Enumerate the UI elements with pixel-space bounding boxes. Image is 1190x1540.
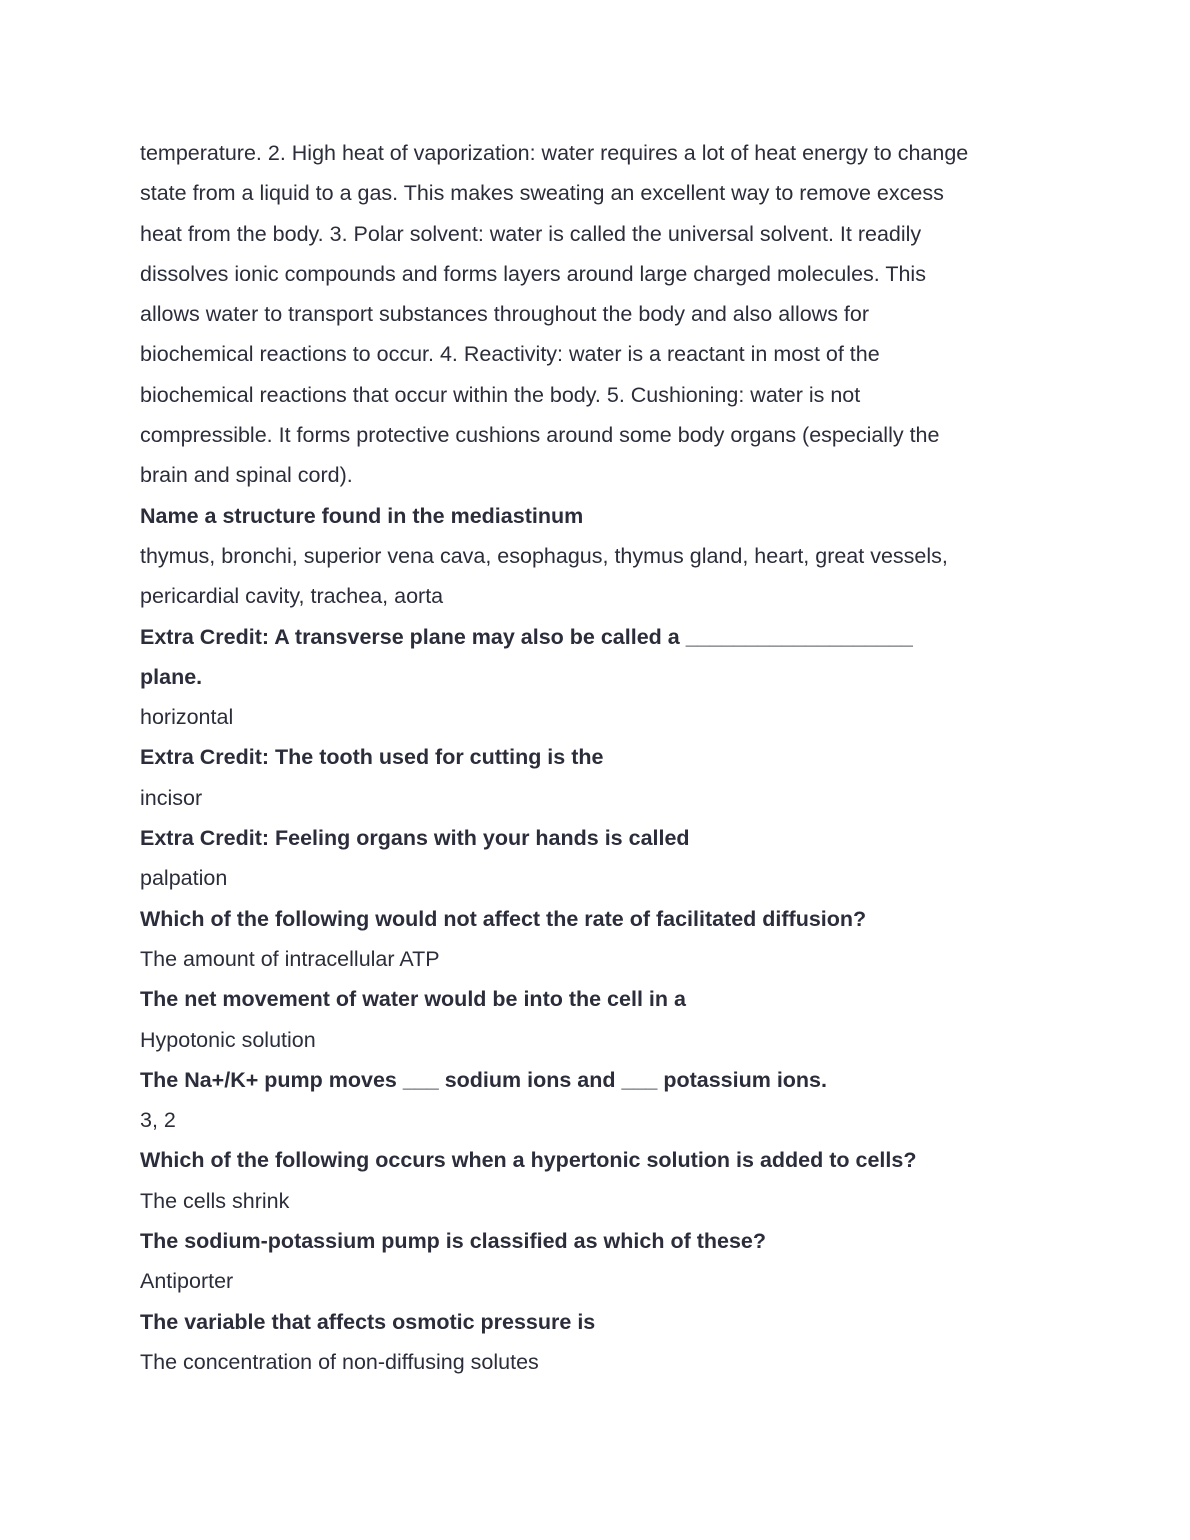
text-line: dissolves ionic compounds and forms layers around large charged molecules. This — [140, 261, 926, 286]
answer-line: Antiporter — [140, 1269, 234, 1294]
question — [140, 617, 1050, 698]
answer — [140, 536, 1050, 617]
answer-line: 3, 2 — [140, 1108, 176, 1133]
answer-line: palpation — [140, 866, 228, 891]
question-line: plane. — [140, 664, 203, 689]
text-line: state from a liquid to a gas. This makes sweating an excellent way to remove excess — [140, 181, 944, 206]
answer — [140, 858, 1050, 898]
qa-item — [140, 737, 1050, 818]
qa-item — [140, 1140, 1050, 1221]
text-line: allows water to transport substances throughout the body and also allows for — [140, 302, 870, 327]
answer-line: The amount of intracellular ATP — [140, 946, 440, 971]
qa-item — [140, 617, 1050, 738]
qa-item — [140, 1221, 1050, 1302]
question-line: The net movement of water would be into the cell in a — [140, 987, 686, 1012]
intro-paragraph — [140, 133, 1050, 496]
question-line: Extra Credit: Feeling organs with your hands is called — [140, 826, 690, 851]
question-line: Name a structure found in the mediastinum — [140, 503, 584, 528]
answer — [140, 1020, 1050, 1060]
question — [140, 496, 1050, 536]
qa-item — [140, 1060, 1050, 1141]
question — [140, 1060, 1050, 1100]
text-line: heat from the body. 3. Polar solvent: water is called the universal solvent. It readily — [140, 221, 922, 246]
question-line: Which of the following occurs when a hypertonic solution is added to cells? — [140, 1148, 917, 1173]
document-page — [140, 133, 1050, 1382]
answer — [140, 1100, 1050, 1140]
answer — [140, 1181, 1050, 1221]
question — [140, 979, 1050, 1019]
answer-line: thymus, bronchi, superior vena cava, esophagus, thymus gland, heart, great vessels, — [140, 543, 948, 568]
qa-item — [140, 818, 1050, 899]
answer — [140, 939, 1050, 979]
answer-line: The cells shrink — [140, 1188, 290, 1213]
question-line: Which of the following would not affect the rate of facilitated diffusion? — [140, 906, 867, 931]
answer-line: The concentration of non-diffusing solutes — [140, 1349, 539, 1374]
question — [140, 1140, 1050, 1180]
answer — [140, 1261, 1050, 1301]
question — [140, 1302, 1050, 1342]
qa-item — [140, 496, 1050, 617]
answer-line: horizontal — [140, 705, 234, 730]
question-line: Extra Credit: A transverse plane may also be called a ___________________ — [140, 624, 913, 649]
question — [140, 737, 1050, 777]
answer — [140, 1342, 1050, 1382]
text-line: brain and spinal cord). — [140, 463, 353, 488]
question — [140, 1221, 1050, 1261]
question-line: The sodium-potassium pump is classified as which of these? — [140, 1229, 767, 1254]
answer-line: incisor — [140, 785, 203, 810]
text-line: biochemical reactions that occur within the body. 5. Cushioning: water is not — [140, 382, 861, 407]
answer — [140, 778, 1050, 818]
question-line: The variable that affects osmotic pressure is — [140, 1309, 596, 1334]
qa-item — [140, 1302, 1050, 1383]
answer — [140, 697, 1050, 737]
question — [140, 818, 1050, 858]
qa-item — [140, 899, 1050, 980]
text-line: temperature. 2. High heat of vaporization: water requires a lot of heat energy to change — [140, 141, 969, 165]
answer-line: Hypotonic solution — [140, 1027, 316, 1052]
text-line: biochemical reactions to occur. 4. Reactivity: water is a reactant in most of the — [140, 342, 880, 367]
text-line: compressible. It forms protective cushions around some body organs (especially the — [140, 423, 940, 448]
qa-item — [140, 979, 1050, 1060]
question — [140, 899, 1050, 939]
question-line: The Na+/K+ pump moves ___ sodium ions and ___ potassium ions. — [140, 1067, 827, 1092]
answer-line: pericardial cavity, trachea, aorta — [140, 584, 444, 609]
question-line: Extra Credit: The tooth used for cutting is the — [140, 745, 604, 770]
